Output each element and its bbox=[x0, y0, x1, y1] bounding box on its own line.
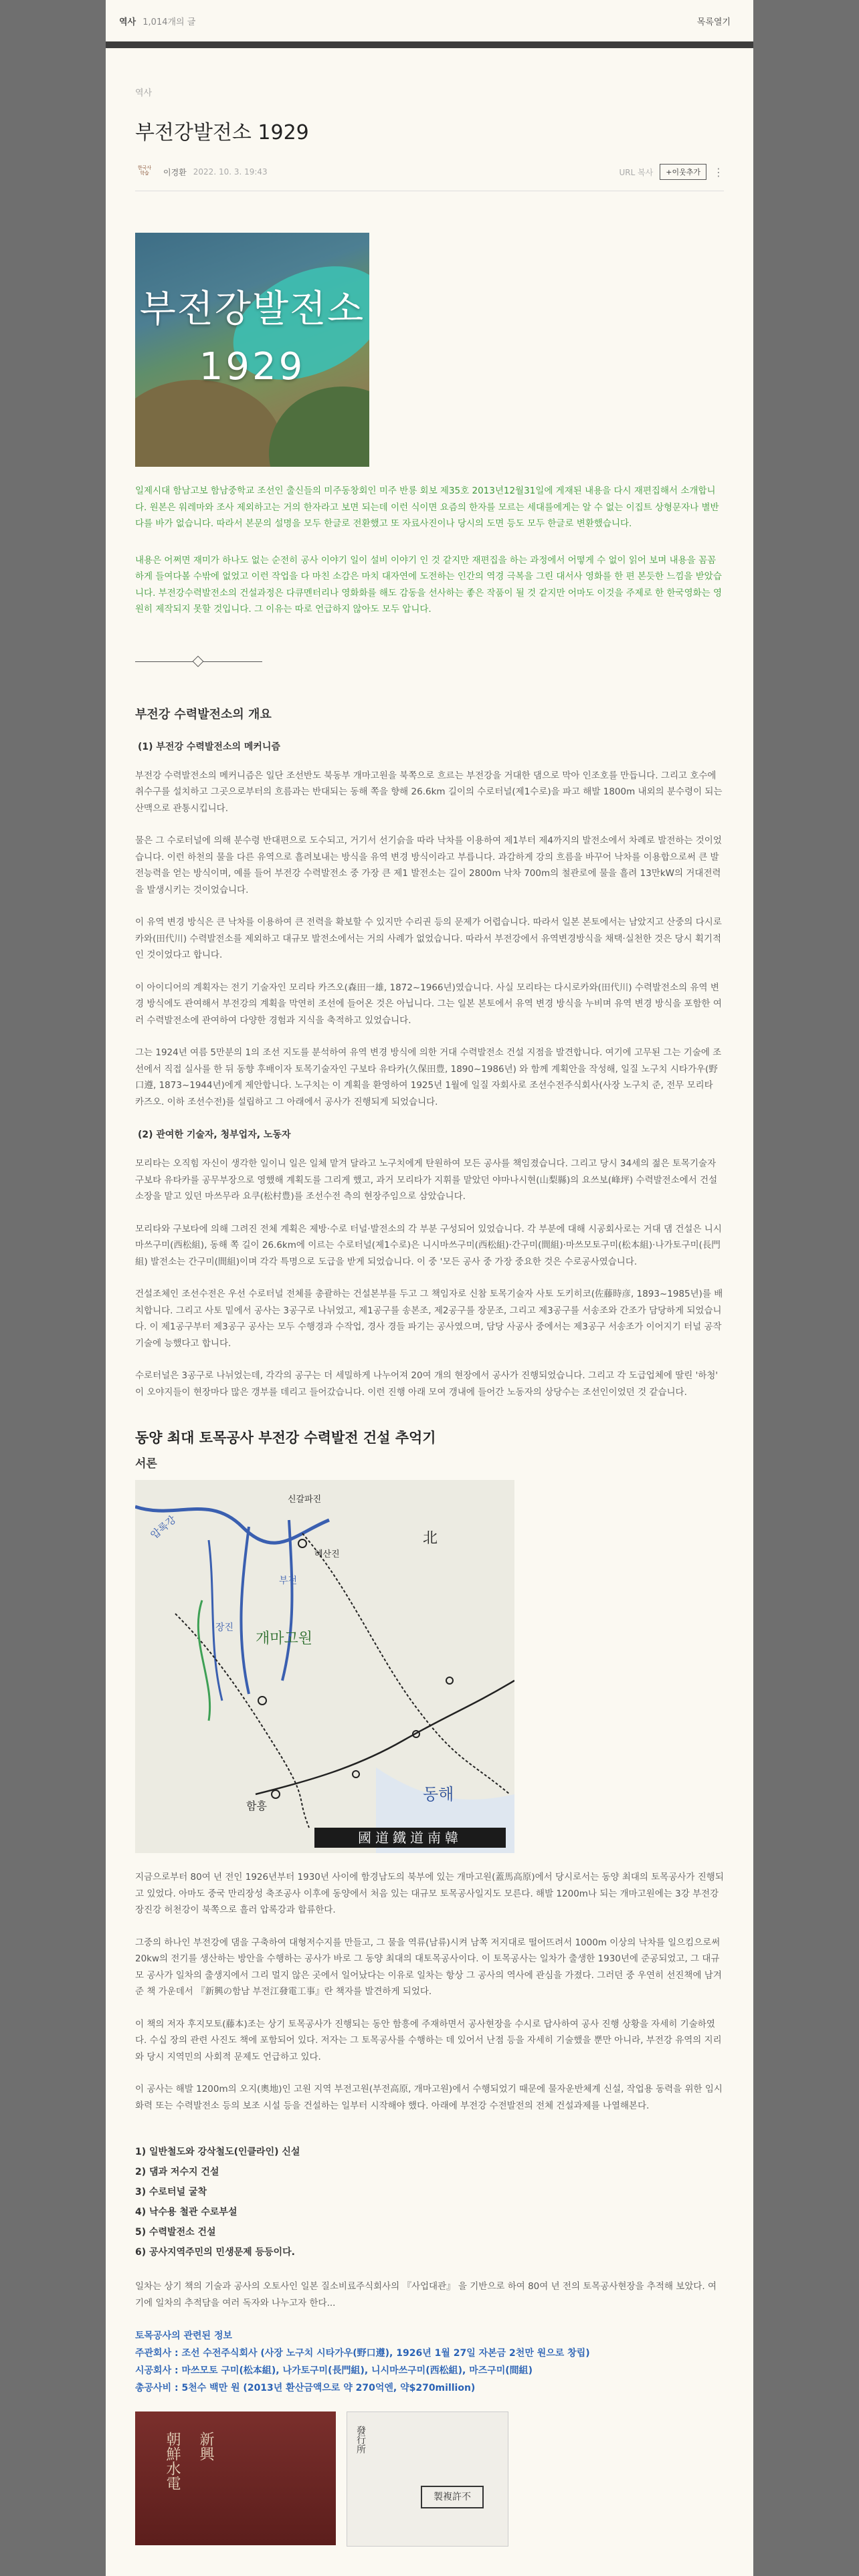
map-drawing bbox=[135, 1480, 514, 1853]
info-row: 총공사비 : 5천수 백만 원 (2013년 환산금액으로 약 270억엔, 약$270million) bbox=[135, 2383, 476, 2393]
intro-block bbox=[135, 483, 724, 618]
map-label-donghae: 동해 bbox=[423, 1785, 454, 1804]
hill-shape bbox=[135, 380, 282, 467]
body-paragraph: 이 유역 변경 방식은 큰 낙차를 이용하여 큰 전력을 확보할 수 있지만 수리권 등의 문제가 어렵습니다. 따라서 일본 본토에서는 남았지고 산중의 다시로카와(田代川) 수력발전소를 제외하고 대규모 발전소에서는 거의 사례가 없었습니다. 따라서 부전강에서 유역변경방식을 채택·실천한 것은 당시 획기적인 것이었다고 합니다. bbox=[135, 917, 722, 960]
book-cover-text: 朝鮮水電 bbox=[164, 2432, 181, 2490]
body-paragraph: 그중의 하나인 부전강에 댐을 구축하여 대형저수지를 만들고, 그 물을 역류(남류)시켜 남쪽 저지대로 떨어뜨려서 1000m 이상의 낙차를 일으킴으로써 20kw의 전기를 생산하는 방안을 수행하는 공사가 바로 그 동양 최대의 대토목공사이다. 이 토목공사는 일차가 출생한 1930년에 준공되었고, 그 대규모 공사가 일차의 출생지에서 그리 멀지 않은 곳에서 일어났다는 이유로 일차는 항상 그 공사의 역사에 관심을 가졌다. 그러던 중 우연히 선진책에 남겨준 책 가운데서 『新興の함남 부전江發電工事』란 책자를 발견하게 되었다. bbox=[135, 1937, 722, 1997]
post-count: 1,014개의 글 bbox=[142, 17, 196, 27]
related-info bbox=[135, 2327, 724, 2397]
author-name[interactable]: 이경환 bbox=[163, 167, 187, 177]
section-overview bbox=[135, 705, 724, 1401]
body-paragraph: 수로터널은 3공구로 나뉘었는데, 각각의 공구는 더 세밀하게 나누어져 20여 개의 현장에서 공사가 진행되었습니다. 그리고 각 도급업체에 딸린 '하청' 이 오야지들이 현장마다 많은 갱부를 데리고 들어갔습니다. 이런 진행 아래 모여 갱내에 들어간 노동자의 상당수는 조선인이었던 것 같습니다. bbox=[135, 1370, 719, 1398]
subsection-heading: (1) 부전강 수력발전소의 메커니즘 bbox=[138, 741, 280, 752]
intro-paragraph: 내용은 어쩌면 재미가 하나도 없는 순전히 공사 이야기 일이 설비 이야기 인 것 같지만 재편집을 하는 과정에서 어떻게 수 없이 읽어 보며 내용을 꼼꼼하게 들여다볼 수밖에 없었고 이런 작업을 다 마친 소감은 마치 대자연에 도전하는 인간의 역경 극복을 그린 대서사 영화를 한 편 본듯한 느낌을 받았습니다. 부전강수력발전소의 건설과정은 다큐멘터리나 영화화를 해도 감동을 선사하는 좋은 작품이 될 것 같지만 어마도 이것을 주제로 한 한국영화는 영원히 제작되지 못할 것입니다. 그 이유는 따로 언급하지 않아도 모두 압니다. bbox=[135, 554, 723, 615]
url-copy-button[interactable]: URL 복사 bbox=[619, 167, 654, 177]
body-paragraph: 그는 1924년 여름 5만분의 1의 조선 지도를 분석하여 유역 변경 방식에 의한 거대 수력발전소 건설 지점을 발견합니다. 여기에 고무된 그는 기술에 조선에서 직접 실사를 한 뒤 동향 후배이자 토목기술자인 구보타 유타카(久保田豊, 1890~1986년) 와 함께 계획안을 작성해, 일질 노구치 시타가우(野口遵, 1873~1944년)에게 제안합니다. 노구치는 이 계획을 환영하여 1925년 1월에 일질 자회사로 조선수전주식회사(사장 노구치 준, 전무 모리타 카즈오. 이하 조선수전)를 설립하고 그 아래에서 공사가 진행되게 되었습니다. bbox=[135, 1047, 722, 1107]
post-content bbox=[106, 86, 753, 2547]
cover-title-line2: 1929 bbox=[199, 345, 306, 389]
list-item: 5) 수력발전소 건설 bbox=[135, 2227, 216, 2238]
subsection-heading: (2) 관여한 기술자, 청부업자, 노동자 bbox=[138, 1130, 291, 1140]
post-category[interactable]: 역사 bbox=[135, 88, 153, 98]
author-avatar[interactable]: 한국사 학습 bbox=[137, 165, 152, 176]
info-row: 주관회사 : 조선 수전주식회사 (사장 노구치 시타가우(野口遵), 1926년 1월 27일 자본금 2천만 원으로 창립) bbox=[135, 2348, 590, 2359]
book-colophon-photo[interactable] bbox=[347, 2411, 508, 2547]
map-caption-plate: 國道鐵道南韓 bbox=[314, 1828, 506, 1848]
colophon-text: 發行所 bbox=[355, 2426, 366, 2454]
blog-header bbox=[119, 15, 195, 27]
book-cover-text: 新興 bbox=[197, 2432, 214, 2461]
post-date: 2022. 10. 3. 19:43 bbox=[193, 167, 268, 177]
body-paragraph: 물은 그 수로터널에 의해 분수령 반대편으로 도수되고, 거기서 선기슭을 따라 낙차를 이용하여 제1부터 제4까지의 발전소에서 차례로 발전하는 것이었습니다. 이런 하천의 물을 다른 유역으로 흘려보내는 방식을 유역 변경 방식이라고 부릅니다. 과감하게 강의 흐름을 바꾸어 낙차를 이용합으로써 큰 발전능력을 얻는 방식이며, 예를 들어 부전강 수력발전소 중 가장 큰 제1 발전소는 길이 2800m 낙차 700m의 철관로에 물을 흘려 13만kW의 거대전력을 발생시키는 것이었습니다. bbox=[135, 835, 722, 895]
blog-category-name[interactable]: 역사 bbox=[119, 17, 136, 27]
map-label-gaemagowon: 개마고원 bbox=[256, 1630, 313, 1647]
body-paragraph: 일차는 상기 책의 기술과 공사의 오토사인 일본 질소비료주식회사의 『사업대관』 을 기반으로 하여 80여 년 전의 토목공사현장을 추적해 보았다. 여기에 일차의 추적담을 여러 독자와 나누고자 한다... bbox=[135, 2281, 717, 2309]
ornament-divider bbox=[135, 657, 262, 666]
info-heading: 토목공사의 관련된 정보 bbox=[135, 2331, 232, 2341]
catalog-open-link[interactable]: 목록열기 bbox=[696, 17, 731, 27]
cover-image[interactable] bbox=[135, 233, 369, 467]
book-photos bbox=[135, 2411, 724, 2547]
list-item: 1) 일반철도와 강삭철도(인클라인) 신설 bbox=[135, 2147, 300, 2157]
post-meta bbox=[135, 164, 724, 180]
intro-paragraph: 일제시대 함남고보 함남중학교 조선인 출신들의 미주동창회인 미주 반룡 회보 제35호 2013년12월31일에 게재된 내용을 다시 재편집해서 소개합니다. 원본은 워레마와 조사 제외하고는 거의 한자라고 보면 되는데 이런 식이면 요즘의 한자를 모르는 세대를에게는 알 수 없는 이집트 상형문자나 별반 다를 바가 없습니다. 따라서 본문의 설명을 모두 한글로 전환했고 또 자료사진이나 당시의 도면 등도 모두 한글로 변환했습니다. bbox=[135, 486, 719, 529]
hill-shape bbox=[269, 387, 369, 467]
add-neighbor-button[interactable]: +이웃추가 bbox=[660, 164, 706, 180]
post-title: 부전강발전소 1929 bbox=[135, 121, 309, 144]
list-item: 6) 공사지역주민의 민생문제 등등이다. bbox=[135, 2247, 295, 2258]
list-item: 4) 낙수용 철관 수로부설 bbox=[135, 2207, 237, 2218]
section-memoir bbox=[135, 1869, 724, 2114]
diamond-icon bbox=[193, 655, 204, 667]
cover-title-line1: 부전강발전소 bbox=[139, 288, 365, 331]
info-row: 시공회사 : 마쓰모토 구미(松本組), 나가토구미(長門組), 니시마쓰구미(西松組), 마즈구미(間組) bbox=[135, 2365, 533, 2376]
body-paragraph: 부전강 수력발전소의 메커니즘은 일단 조선반도 북동부 개마고원을 북쪽으로 흐르는 부전강을 거대한 댐으로 막아 인조호를 만듭니다. 그리고 호수에 취수구를 설치하고 그곳으로부터의 흐름과는 반대되는 동해 쪽을 향해 26.6km 길이의 수로터널(제1수로)을 파고 해발 1800m 내외의 분수령이 되는 산맥으로 관통시킵니다. bbox=[135, 770, 723, 814]
body-paragraph: 이 아이디어의 계획자는 전기 기술자인 모리타 카즈오(森田一雄, 1872~1966년)였습니다. 사실 모리타는 다시로카와(田代川) 수력발전소의 유역 변경 방식에도 관여해서 부전강의 계획을 막연히 조선에 들어온 것은 아닙니다. 그는 일본 본토에서 유역 변경 방식을 누비며 유역 변경 방식을 포함한 여러 수력발전소에 관여하여 다양한 경험과 지식을 축적하고 있었습니다. bbox=[135, 982, 722, 1026]
map-label-hamheung: 함흥 bbox=[246, 1800, 267, 1812]
closing-block bbox=[135, 2278, 724, 2311]
map-label-bujeon: 부전 bbox=[279, 1576, 298, 1586]
colophon-stamp: 製複許不 bbox=[421, 2486, 484, 2508]
blog-page bbox=[106, 0, 753, 2576]
list-item: 2) 댐과 저수지 건설 bbox=[135, 2167, 219, 2177]
body-paragraph: 모리타는 오직힘 자신이 생각한 일이니 일은 일체 맡겨 달라고 노구치에게 탄원하여 모든 공사를 책임졌습니다. 그리고 당시 34세의 젊은 토목기술자 구보타 유타카를 공무부장으로 영했해 계획도를 그리게 했고, 과거 모리타가 지휘를 맡았던 야마나시현(山梨縣)의 요쓰보(峰坪) 수력발전소에서 건설소장을 맡고 있던 마쓰무라 요쿠(松村豊)를 조선수전 측의 현장주임으로 삼았습니다. bbox=[135, 1158, 718, 1202]
construction-steps-list bbox=[135, 2142, 724, 2262]
blog-topbar bbox=[106, 0, 753, 48]
body-paragraph: 이 책의 저자 후지모토(藤本)조는 상기 토목공사가 진행되는 동안 함흥에 주재하면서 공사현장을 수시로 답사하여 공사 진행 상황을 자세히 기술하였다. 수십 장의 관련 사진도 책에 포함되어 있다. 저자는 그 토목공사를 수행하는 데 있어서 난점 등을 자세히 기술했을 뿐만 아니라, 부전강 유역의 지리와 당시 지역민의 사회적 문제도 언급하고 있다. bbox=[135, 2018, 722, 2062]
more-icon[interactable]: ⋮ bbox=[713, 165, 724, 179]
section-heading: 부전강 수력발전소의 개요 bbox=[135, 707, 272, 722]
region-map-image[interactable] bbox=[135, 1480, 514, 1853]
body-paragraph: 지금으로부터 80여 년 전인 1926년부터 1930년 사이에 함경남도의 북부에 있는 개마고원(蓋馬高原)에서 당시로서는 동양 최대의 토목공사가 진행되고 있었다. 아마도 중국 만리장성 축조공사 이후에 동양에서 처음 있는 대규모 토목공사일지도 모른다. 해발 1200m나 되는 개마고원에는 3강 부전강 장진강 허천강이 북쪽으로 흘러 압록강과 합류한다. bbox=[135, 1872, 724, 1915]
list-item: 3) 수로터널 굴착 bbox=[135, 2187, 207, 2197]
post-actions bbox=[619, 164, 724, 180]
map-label-singalpajin: 신갈파진 bbox=[288, 1495, 322, 1505]
map-label-yalu: 압록강 bbox=[148, 1513, 179, 1541]
memoir-subheading: 서론 bbox=[135, 1457, 157, 1471]
body-paragraph: 건설조체인 조선수전은 우선 수로터널 전체를 총괄하는 건설본부를 두고 그 책임자로 신참 토목기술자 사토 도키히코(佐藤時彦, 1893~1985년)를 배치합니다. 그리고 사토 밑에서 공사는 3공구로 나뉘었고, 제1공구를 송본조, 제2공구를 장문조, 그리고 제3공구를 서송조와 간조가 담당하게 되었습니다. 이 제1공구부터 제3공구 공사는 모두 수행경과 수작업, 경사 경들 파기는 공사였으며, 담당 사공사 중에서는 제3공구 서송조가 이어지기 터널 공작기술에 능했다고 합니다. bbox=[135, 1289, 723, 1349]
map-label-hyesan: 혜산진 bbox=[314, 1549, 340, 1560]
body-paragraph: 이 공사는 해발 1200m의 오지(奧地)인 고원 지역 부전고원(부전高原, 개마고원)에서 수행되었기 때문에 물자운반체계 신설, 작업용 동력을 위한 임시 화력 또는 수력발전소 등의 보조 시설 등을 건설하는 일부터 시작해야 했다. 아래에 부전강 수전발전의 전체 건설과제를 나열해본다. bbox=[135, 2084, 723, 2111]
map-label-jangjin: 장진 bbox=[215, 1622, 234, 1633]
map-label-north: 北 bbox=[423, 1530, 438, 1547]
body-paragraph: 모리타와 구보타에 의해 그려진 전체 계획은 제방·수로 터널·발전소의 각 부분 구성되어 있었습니다. 각 부분에 대해 시공회사로는 거대 댐 건설은 니시마쓰구미(西松組), 동해 쪽 길이 26.6km에 이르는 수로터널(제1수로)은 니시마쓰구미(西松組)·간구미(間組)·마쓰모토구미(松本組)·나가토구미(長門組) 발전소는 간구미(間組)이며 각각 특명으로 도급을 받게 되었습니다. 이 중 '모든 공사 중 가장 중요한 것은 수로공사였습니다. bbox=[135, 1223, 722, 1267]
book-cover-photo[interactable] bbox=[135, 2411, 336, 2545]
memoir-heading: 동양 최대 토목공사 부전강 수력발전 건설 추억기 bbox=[135, 1430, 436, 1446]
